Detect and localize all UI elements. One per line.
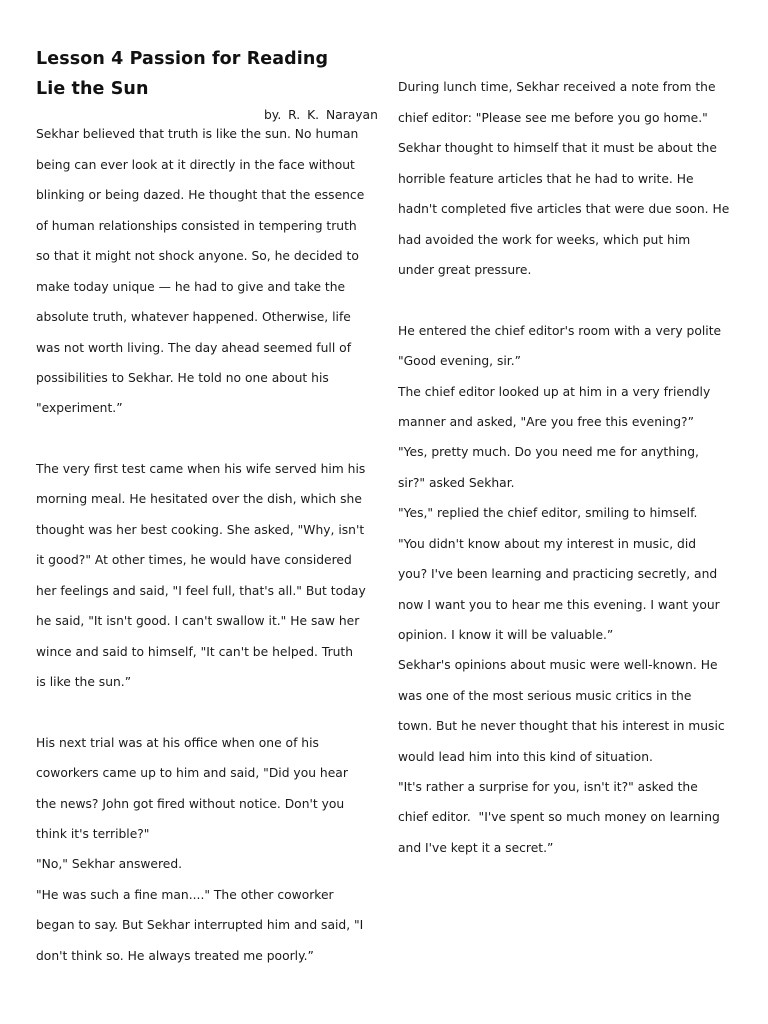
text-line: "No," Sekhar answered.	[36, 857, 183, 871]
text-line: so that it might not shock anyone. So, he decided to	[36, 249, 359, 263]
text-line: His next trial was at his office when one of his	[36, 736, 319, 750]
text-line: town. But he never thought that his interest in music	[398, 719, 725, 733]
text-line: think it's terrible?"	[36, 827, 150, 841]
text-line: of human relationships consisted in tempering truth	[36, 219, 357, 233]
author-byline: by. R. K. Narayan	[264, 108, 378, 122]
text-line: The chief editor looked up at him in a very friendly	[398, 385, 711, 399]
text-line: chief editor: "Please see me before you go home."	[398, 111, 708, 125]
text-line: "experiment.”	[36, 401, 123, 415]
text-line: make today unique — he had to give and take the	[36, 280, 346, 294]
text-line: "It's rather a surprise for you, isn't it?" asked the	[398, 780, 698, 794]
text-line: chief editor. "I've spent so much money on learning	[398, 810, 720, 824]
text-line: hadn't completed five articles that were due soon. He	[398, 202, 730, 216]
story-title: Lie the Sun	[36, 79, 149, 99]
text-line: he said, "It isn't good. I can't swallow it." He saw her	[36, 614, 360, 628]
text-line: wince and said to himself, "It can't be helped. Truth	[36, 645, 354, 659]
text-line: it good?" At other times, he would have considered	[36, 553, 352, 567]
text-line: sir?" asked Sekhar.	[398, 476, 515, 490]
text-line: During lunch time, Sekhar received a note from the	[398, 80, 716, 94]
text-line: manner and asked, "Are you free this evening?”	[398, 415, 694, 429]
text-line: opinion. I know it will be valuable.”	[398, 628, 614, 642]
text-line: you? I've been learning and practicing secretly, and	[398, 567, 718, 581]
text-line: horrible feature articles that he had to write. He	[398, 172, 694, 186]
text-line: had avoided the work for weeks, which put him	[398, 233, 691, 247]
text-line: "You didn't know about my interest in music, did	[398, 537, 697, 551]
text-line: being can ever look at it directly in the face without	[36, 158, 355, 172]
text-line: "Good evening, sir.”	[398, 354, 522, 368]
text-line: would lead him into this kind of situation.	[398, 750, 653, 764]
text-line: blinking or being dazed. He thought that the essence	[36, 188, 365, 202]
text-line: The very first test came when his wife served him his	[36, 462, 366, 476]
text-line: "Yes, pretty much. Do you need me for anything,	[398, 445, 699, 459]
text-line: began to say. But Sekhar interrupted him and said, "I	[36, 918, 364, 932]
text-line: absolute truth, whatever happened. Otherwise, life	[36, 310, 351, 324]
text-line: the news? John got fired without notice. Don't you	[36, 797, 345, 811]
lesson-title: Lesson 4 Passion for Reading	[36, 49, 329, 69]
text-line: "Yes," replied the chief editor, smiling to himself.	[398, 506, 698, 520]
text-line: now I want you to hear me this evening. I want your	[398, 598, 720, 612]
text-line: Sekhar's opinions about music were well-known. He	[398, 658, 718, 672]
text-line: was one of the most serious music critics in the	[398, 689, 692, 703]
text-line: Sekhar thought to himself that it must be about the	[398, 141, 717, 155]
text-line: possibilities to Sekhar. He told no one about his	[36, 371, 329, 385]
text-line: is like the sun.”	[36, 675, 132, 689]
text-line: and I've kept it a secret.”	[398, 841, 554, 855]
text-line: don't think so. He always treated me poorly.”	[36, 949, 314, 963]
text-line: was not worth living. The day ahead seemed full of	[36, 341, 352, 355]
text-line: coworkers came up to him and said, "Did you hear	[36, 766, 348, 780]
text-line: her feelings and said, "I feel full, that's all." But today	[36, 584, 366, 598]
text-line: morning meal. He hesitated over the dish, which she	[36, 492, 362, 506]
text-line: under great pressure.	[398, 263, 532, 277]
text-line: He entered the chief editor's room with a very polite	[398, 324, 722, 338]
text-line: Sekhar believed that truth is like the sun. No human	[36, 127, 359, 141]
text-line: thought was her best cooking. She asked, "Why, isn't	[36, 523, 365, 537]
text-line: "He was such a fine man...." The other coworker	[36, 888, 334, 902]
